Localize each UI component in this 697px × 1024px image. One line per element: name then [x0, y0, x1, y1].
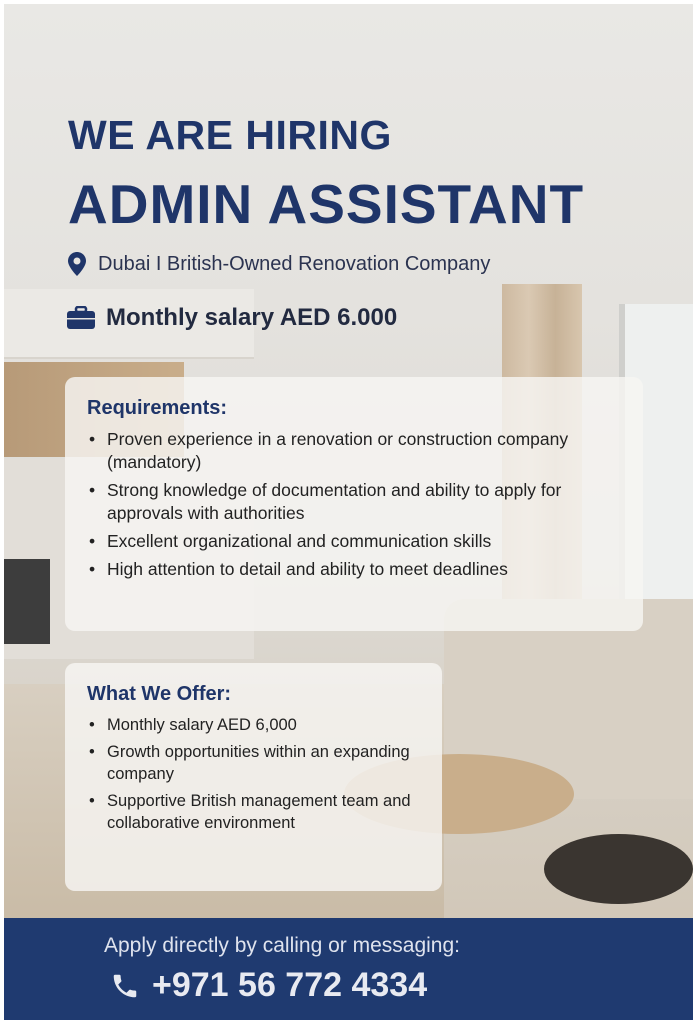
location-line [68, 252, 490, 276]
salary-text: Monthly salary AED 6.000 [106, 304, 398, 331]
requirements-panel [65, 377, 643, 631]
briefcase-icon [66, 306, 96, 330]
requirement-item: • High attention to detail and ability to meet deadlines [87, 558, 621, 581]
background-stool [544, 834, 693, 904]
offer-panel [65, 663, 442, 891]
offer-title: What We Offer: [87, 683, 232, 705]
apply-label: Apply directly by calling or messaging: [104, 934, 460, 957]
requirement-item: • Excellent organizational and communication skills [87, 530, 621, 553]
requirements-title: Requirements: [87, 397, 228, 419]
phone-icon [110, 971, 140, 1001]
offer-item: • Growth opportunities within an expanding company [87, 741, 420, 785]
location-text: Dubai I British-Owned Renovation Company [98, 252, 491, 275]
hiring-heading: WE ARE HIRING [68, 112, 392, 158]
requirement-item: • Strong knowledge of documentation and ability to apply for approvals with authorities [87, 479, 621, 525]
job-title: ADMIN ASSISTANT [68, 173, 585, 235]
offer-item: • Supportive British management team and collaborative environment [87, 790, 420, 834]
phone-number[interactable]: +971 56 772 4334 [152, 966, 428, 1004]
requirement-item: • Proven experience in a renovation or construction company (mandatory) [87, 428, 621, 474]
salary-line [66, 304, 397, 332]
contact-banner [4, 918, 693, 1020]
offer-item: • Monthly salary AED 6,000 [87, 714, 420, 736]
phone-line[interactable] [110, 966, 427, 1005]
background-oven [4, 559, 50, 644]
job-poster [4, 4, 693, 1020]
location-pin-icon [68, 252, 86, 276]
